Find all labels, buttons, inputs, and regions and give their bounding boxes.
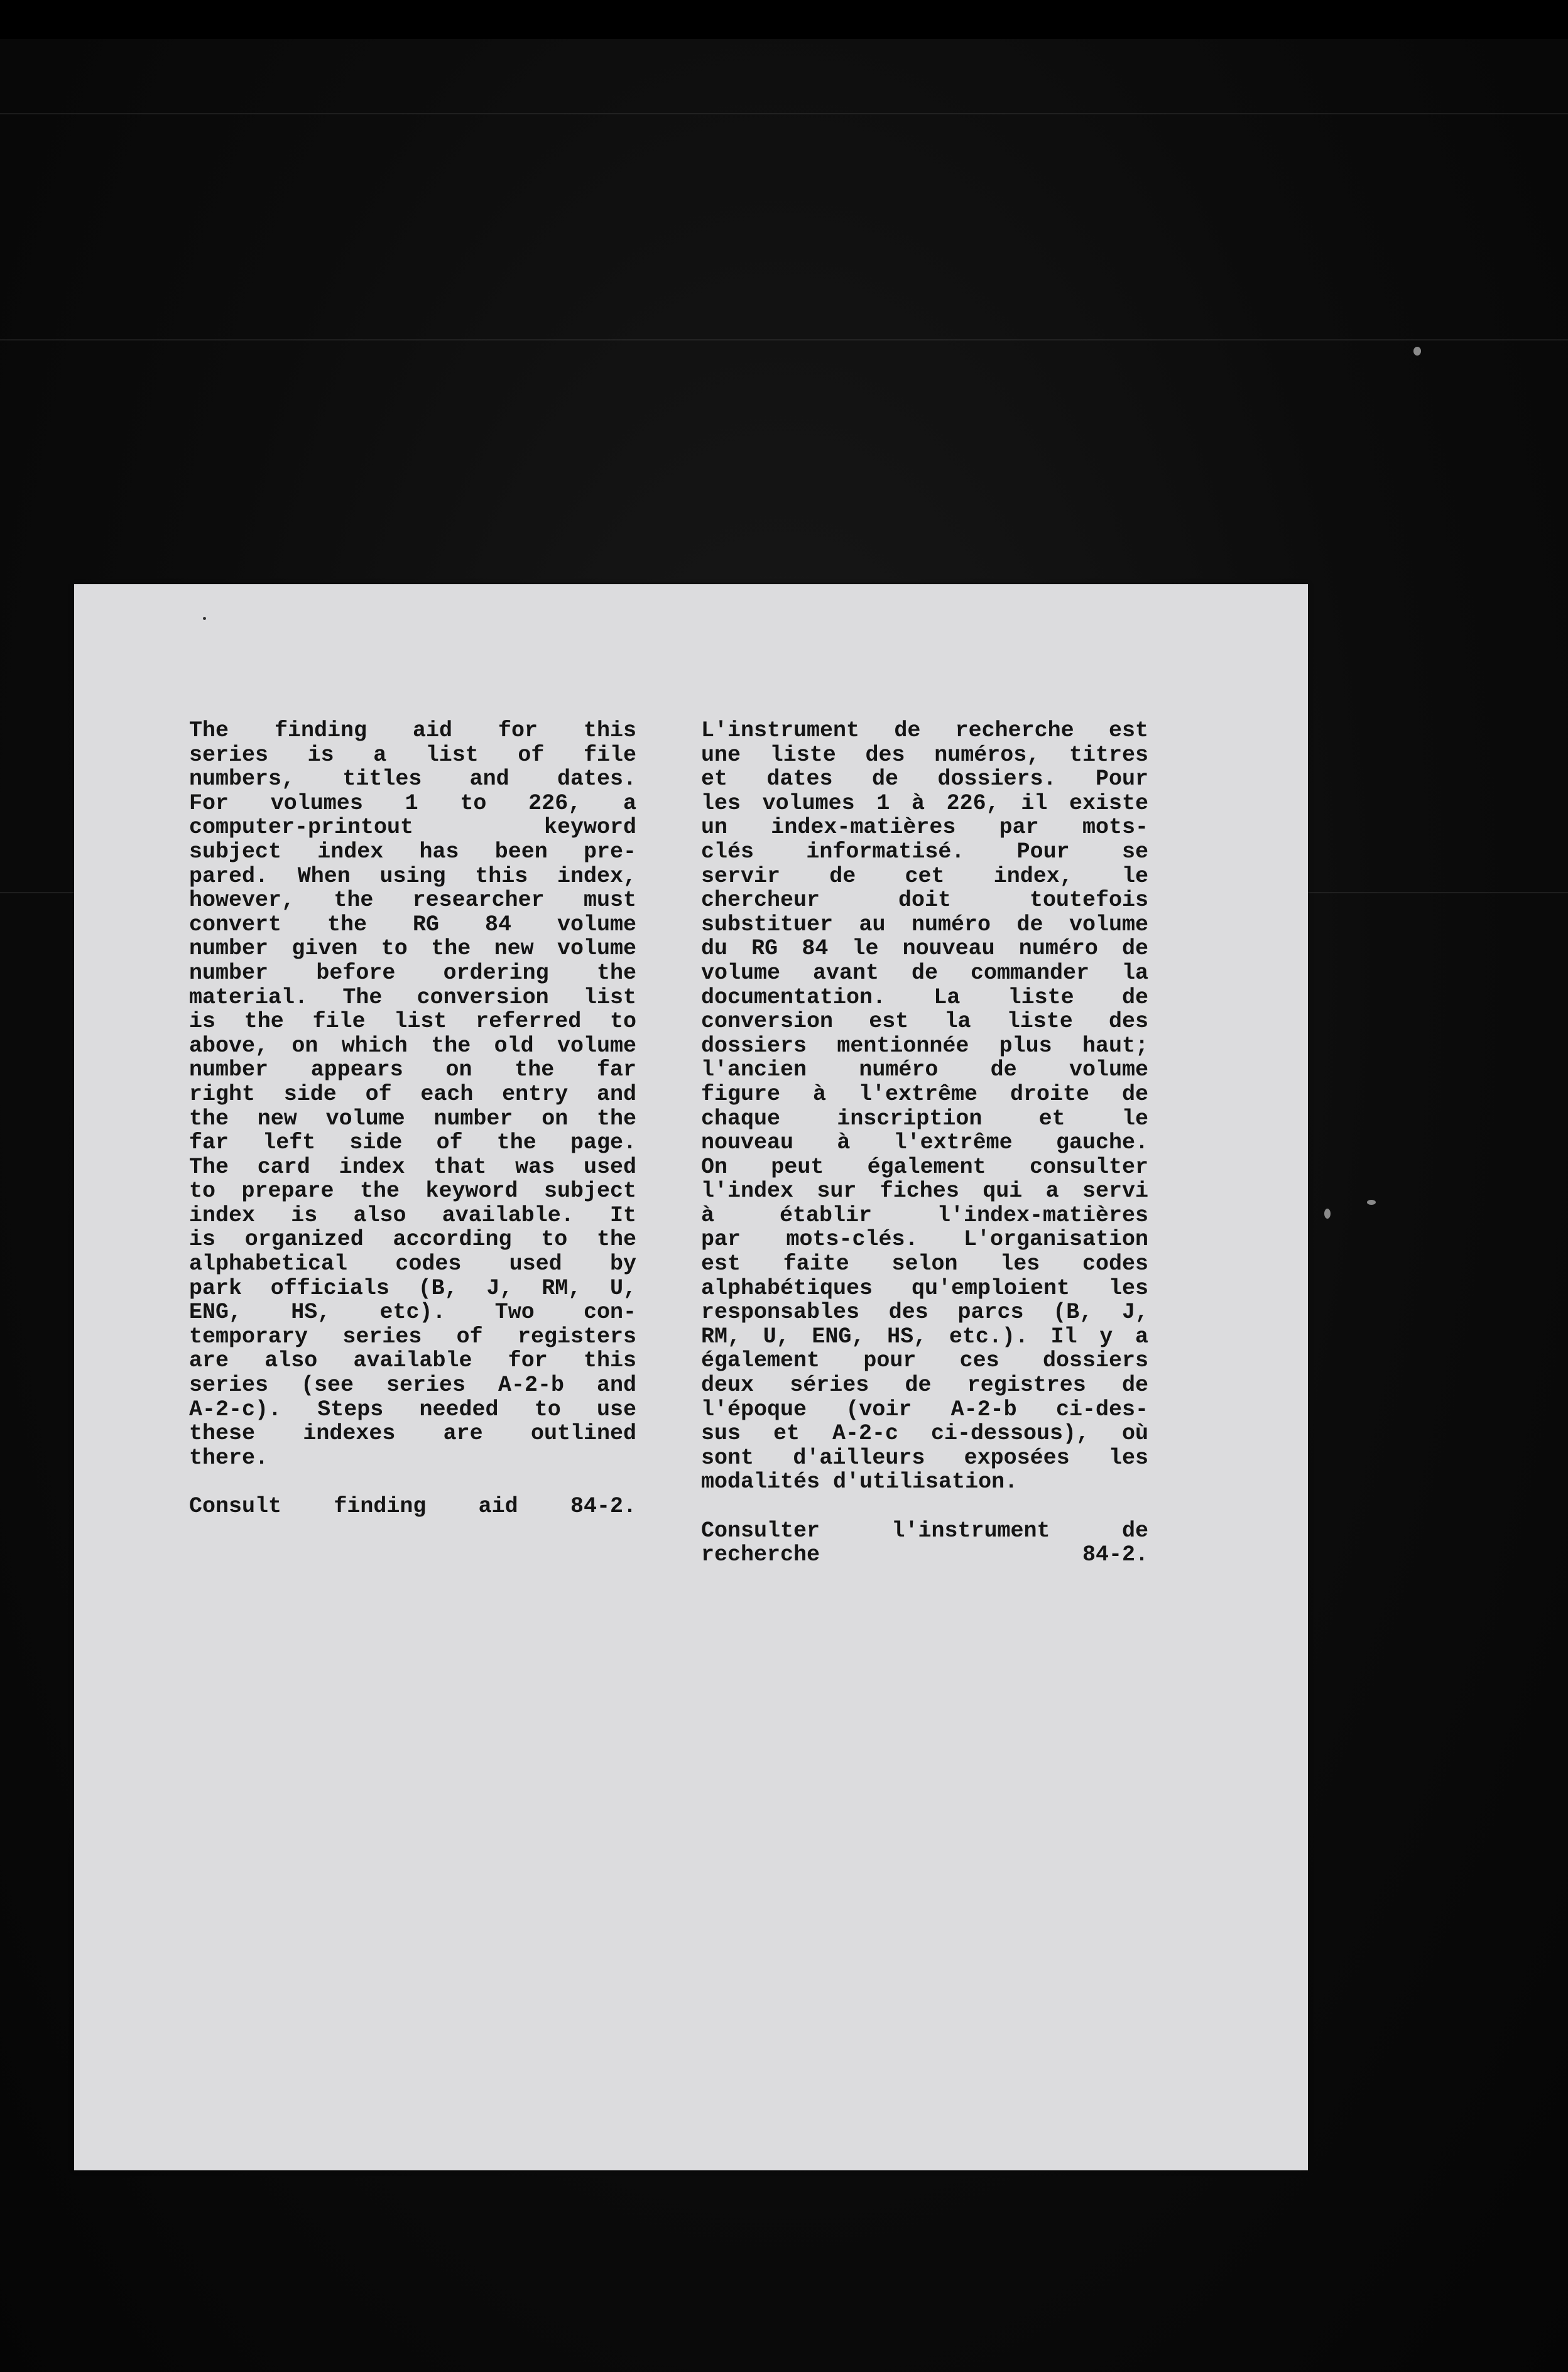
page-mark [203, 617, 206, 620]
paragraph-line: L'instrument de recherche est [701, 719, 1148, 743]
paragraph-line: there. [189, 1445, 269, 1471]
paragraph-line: to prepare the keyword subject [189, 1179, 636, 1204]
english-column [189, 719, 636, 1519]
document-page [74, 584, 1308, 2170]
paragraph-line: these indexes are outlined [189, 1422, 636, 1446]
paragraph-line: du RG 84 le nouveau numéro de [701, 937, 1148, 961]
consult-line: Consult finding aid 84-2. [189, 1494, 636, 1519]
paragraph-line: subject index has been pre- [189, 839, 636, 864]
paragraph-line: nouveau à l'extrême gauche. [701, 1131, 1148, 1155]
paragraph-line: right side of each entry and [189, 1082, 636, 1107]
paragraph-line: A-2-c). Steps needed to use [189, 1397, 636, 1422]
paragraph-line: series (see series A-2-b and [189, 1373, 636, 1398]
paragraph-line: On peut également consulter [701, 1155, 1148, 1180]
paragraph-line: une liste des numéros, titres [701, 743, 1148, 768]
paragraph-line: est faite selon les codes [701, 1252, 1148, 1276]
paragraph-line: The finding aid for this [189, 719, 636, 743]
paragraph-line: series is a list of file [189, 743, 636, 768]
paragraph-line: conversion est la liste des [701, 1009, 1148, 1034]
paragraph-line: alphabétiques qu'emploient les [701, 1276, 1148, 1301]
paragraph-line: number given to the new volume [189, 937, 636, 961]
french-column [701, 719, 1148, 1567]
paragraph-gap [189, 1470, 636, 1494]
paragraph-line: temporary series of registers [189, 1324, 636, 1349]
scan-top-edge [0, 0, 1568, 39]
paragraph-line: alphabetical codes used by [189, 1252, 636, 1276]
paragraph-line: et dates de dossiers. Pour [701, 767, 1148, 792]
dust-speck [1413, 347, 1421, 356]
paragraph-line: park officials (B, J, RM, U, [189, 1276, 636, 1301]
paragraph-line: sus et A-2-c ci-dessous), où [701, 1422, 1148, 1446]
paragraph-line: convert the RG 84 volume [189, 912, 636, 937]
paragraph-line: documentation. La liste de [701, 985, 1148, 1010]
scan-streak [0, 113, 1568, 114]
consult-line: Consulter l'instrument de [701, 1518, 1148, 1543]
paragraph-line: modalités d'utilisation. [701, 1470, 1018, 1494]
paragraph-line: number appears on the far [189, 1058, 636, 1082]
paragraph-line: également pour ces dossiers [701, 1349, 1148, 1374]
paragraph-line: however, the researcher must [189, 888, 636, 913]
paragraph-line: numbers, titles and dates. [189, 767, 636, 792]
paragraph-line: à établir l'index-matières [701, 1203, 1148, 1228]
paragraph-line: The card index that was used [189, 1155, 636, 1180]
paragraph-line: l'index sur fiches qui a servi [701, 1179, 1148, 1204]
paragraph-line: par mots-clés. L'organisation [701, 1227, 1148, 1253]
paragraph-line: figure à l'extrême droite de [701, 1082, 1148, 1107]
paragraph-line: For volumes 1 to 226, a [189, 791, 636, 816]
paragraph-line: dossiers mentionnée plus haut; [701, 1033, 1148, 1058]
paragraph-line: computer-printout keyword [189, 815, 636, 840]
paragraph-line: number before ordering the [189, 960, 636, 986]
paragraph-line: index is also available. It [189, 1203, 636, 1228]
paragraph-line: sont d'ailleurs exposées les [701, 1445, 1148, 1471]
paragraph-line: ENG, HS, etc). Two con- [189, 1300, 636, 1325]
paragraph-line: clés informatisé. Pour se [701, 839, 1148, 864]
paragraph-line: responsables des parcs (B, J, [701, 1300, 1148, 1325]
paragraph-line: chercheur doit toutefois [701, 888, 1148, 913]
dust-speck [1367, 1200, 1376, 1205]
paragraph-line: are also available for this [189, 1349, 636, 1374]
paragraph-line: material. The conversion list [189, 985, 636, 1010]
paragraph-line: is the file list referred to [189, 1009, 636, 1034]
scan-streak [0, 339, 1568, 340]
paragraph-line: the new volume number on the [189, 1106, 636, 1131]
dust-speck [1324, 1209, 1331, 1219]
paragraph-line: pared. When using this index, [189, 864, 636, 889]
consult-line: recherche 84-2. [701, 1543, 1148, 1567]
paragraph-line: RM, U, ENG, HS, etc.). Il y a [701, 1324, 1148, 1349]
paragraph-line: servir de cet index, le [701, 864, 1148, 889]
paragraph-gap [701, 1494, 1148, 1519]
paragraph-line: above, on which the old volume [189, 1033, 636, 1058]
paragraph-line: chaque inscription et le [701, 1106, 1148, 1131]
paragraph-line: l'ancien numéro de volume [701, 1058, 1148, 1082]
paragraph-line: deux séries de registres de [701, 1373, 1148, 1398]
paragraph-line: un index-matières par mots- [701, 815, 1148, 840]
paragraph-line: substituer au numéro de volume [701, 912, 1148, 937]
paragraph-line: l'époque (voir A-2-b ci-des- [701, 1397, 1148, 1422]
paragraph-line: les volumes 1 à 226, il existe [701, 791, 1148, 816]
paragraph-line: volume avant de commander la [701, 960, 1148, 986]
paragraph-line: far left side of the page. [189, 1131, 636, 1155]
paragraph-line: is organized according to the [189, 1227, 636, 1253]
